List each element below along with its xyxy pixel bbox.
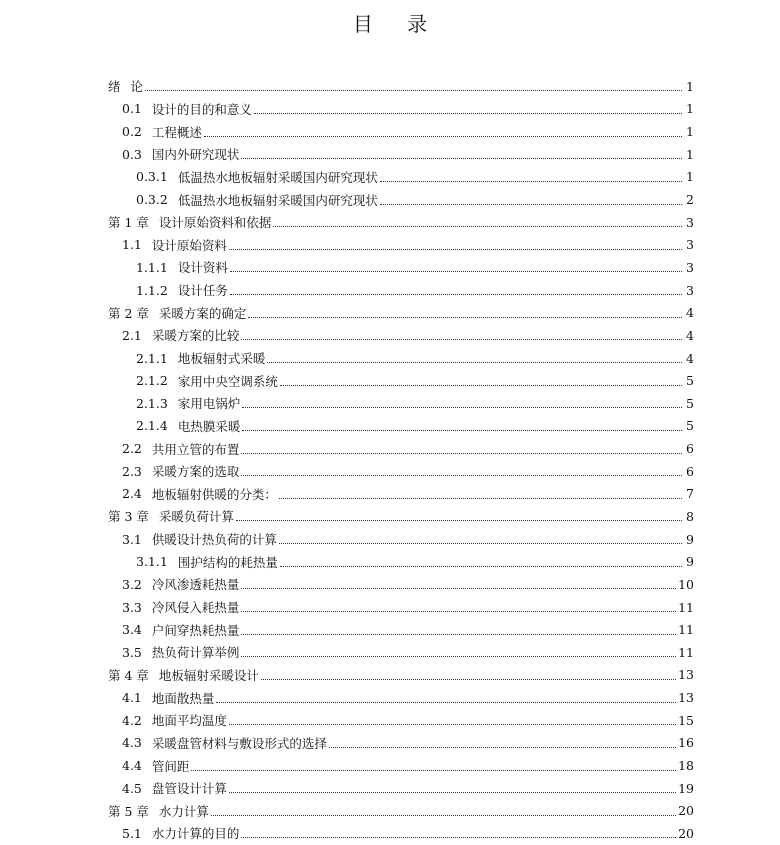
toc-entry-page: 4 — [686, 327, 694, 343]
toc-entry-page: 10 — [678, 576, 694, 592]
toc-entry-number: 1.1 — [122, 237, 142, 253]
toc-entry-page: 2 — [686, 192, 694, 208]
toc-leader-dots — [191, 769, 676, 771]
toc-entry-number: 0.3.2 — [136, 192, 168, 208]
toc-entry-page: 1 — [686, 78, 694, 94]
toc-entry-page: 4 — [686, 350, 694, 366]
toc-entry-number: 0.2 — [122, 124, 142, 140]
toc-entry-label: 地板辐射采暖设计 — [158, 667, 259, 683]
toc-entry-label: 家用中央空调系统 — [177, 373, 278, 389]
toc-leader-dots — [267, 361, 682, 363]
toc-entry-page: 5 — [686, 418, 694, 434]
toc-entry-label: 地板辐射式采暖 — [177, 351, 266, 366]
toc-leader-dots — [236, 519, 682, 521]
table-of-contents — [108, 75, 694, 845]
toc-entry-page: 11 — [678, 644, 694, 660]
toc-entry[interactable] — [108, 369, 694, 392]
toc-leader-dots — [230, 293, 682, 295]
toc-entry-number: 第 5 章 — [108, 803, 149, 819]
toc-entry-number: 第 4 章 — [108, 667, 149, 683]
toc-leader-dots — [279, 497, 682, 499]
toc-entry-label: 工程概述 — [151, 124, 202, 140]
toc-entry-page: 20 — [678, 825, 694, 841]
toc-leader-dots — [248, 316, 682, 318]
toc-entry-page: 1 — [686, 101, 694, 117]
toc-entry-number: 2.1.3 — [136, 395, 168, 411]
toc-entry-page: 9 — [686, 531, 694, 547]
toc-entry[interactable] — [108, 188, 694, 211]
toc-leader-dots — [241, 587, 676, 589]
toc-entry-number: 3.4 — [122, 622, 142, 638]
toc-entry-label: 论 — [130, 79, 144, 95]
toc-entry[interactable] — [108, 822, 694, 845]
toc-entry-label: 家用电锅炉 — [177, 396, 241, 412]
toc-leader-dots — [145, 89, 682, 91]
toc-entry-page: 13 — [678, 690, 694, 706]
toc-entry-page: 8 — [686, 508, 694, 524]
toc-leader-dots — [380, 203, 682, 205]
toc-entry[interactable] — [108, 664, 694, 687]
toc-entry-label: 围护结构的耗热量 — [177, 554, 278, 570]
toc-entry-number: 2.4 — [122, 486, 142, 502]
toc-entry[interactable] — [108, 777, 694, 800]
toc-entry-number: 2.1.1 — [136, 350, 168, 366]
toc-leader-dots — [204, 135, 682, 137]
toc-leader-dots — [241, 452, 682, 454]
toc-entry-label: 水力计算 — [158, 803, 209, 819]
toc-leader-dots — [241, 633, 676, 635]
toc-leader-dots — [380, 180, 682, 182]
toc-entry[interactable] — [108, 143, 694, 166]
toc-entry[interactable] — [108, 301, 694, 324]
toc-leader-dots — [230, 270, 682, 272]
toc-entry-label: 冷风侵入耗热量 — [151, 600, 240, 616]
toc-entry-number: 4.1 — [122, 690, 142, 706]
toc-entry[interactable] — [108, 347, 694, 370]
toc-entry[interactable] — [108, 505, 694, 528]
toc-entry-number: 3.2 — [122, 576, 142, 592]
toc-entry-number: 4.4 — [122, 758, 142, 774]
toc-entry-page: 1 — [686, 124, 694, 140]
toc-entry-page: 13 — [678, 667, 694, 683]
toc-entry-label: 设计资料 — [177, 260, 228, 276]
toc-entry-number: 第 1 章 — [108, 215, 149, 231]
toc-entry-number: 2.2 — [122, 441, 142, 457]
toc-entry-label: 低温热水地板辐射采暖国内研究现状 — [177, 192, 378, 208]
toc-entry[interactable] — [108, 324, 694, 347]
toc-entry-number: 2.1.2 — [136, 373, 168, 389]
toc-entry[interactable] — [108, 460, 694, 483]
toc-entry[interactable] — [108, 279, 694, 302]
toc-entry-number: 第 2 章 — [108, 305, 149, 321]
toc-entry[interactable] — [108, 392, 694, 415]
toc-entry-label: 盘管设计计算 — [151, 781, 227, 797]
toc-entry-number: 4.5 — [122, 780, 142, 796]
toc-leader-dots — [280, 384, 682, 386]
toc-entry-page: 4 — [686, 305, 694, 321]
toc-entry-number: 0.3.1 — [136, 169, 168, 185]
toc-entry-label: 水力计算的目的 — [151, 826, 240, 842]
toc-entry-label: 采暖方案的选取 — [151, 464, 240, 480]
toc-entry[interactable] — [108, 211, 694, 234]
toc-entry[interactable] — [108, 437, 694, 460]
toc-leader-dots — [279, 542, 682, 544]
toc-entry-page: 16 — [678, 735, 694, 751]
toc-entry-label: 采暖负荷计算 — [158, 509, 234, 525]
toc-entry-number: 5.1 — [122, 825, 142, 841]
toc-leader-dots — [241, 157, 682, 159]
toc-entry-label: 管间距 — [151, 758, 190, 774]
toc-entry-number: 4.3 — [122, 735, 142, 751]
toc-entry-number: 1.1.1 — [136, 259, 168, 275]
toc-entry-page: 19 — [678, 780, 694, 796]
toc-entry-page: 7 — [686, 486, 694, 502]
toc-entry-page: 5 — [686, 373, 694, 389]
toc-leader-dots — [280, 565, 682, 567]
toc-entry-number: 3.1.1 — [136, 554, 168, 570]
toc-entry-label: 电热膜采暖 — [177, 418, 241, 434]
toc-leader-dots — [242, 429, 682, 431]
toc-leader-dots — [229, 791, 676, 793]
toc-entry-number: 3.3 — [122, 599, 142, 615]
toc-entry-page: 3 — [686, 282, 694, 298]
toc-entry-label: 国内外研究现状 — [151, 147, 240, 163]
toc-leader-dots — [242, 406, 682, 408]
toc-leader-dots — [241, 836, 676, 838]
toc-entry-label: 设计原始资料 — [151, 237, 227, 253]
toc-leader-dots — [229, 248, 682, 250]
toc-entry[interactable] — [108, 709, 694, 732]
toc-entry[interactable] — [108, 483, 694, 506]
toc-entry-label: 供暖设计热负荷的计算 — [151, 532, 277, 548]
toc-entry-label: 冷风渗透耗热量 — [151, 577, 240, 593]
toc-entry-number: 第 3 章 — [108, 509, 149, 525]
toc-leader-dots — [329, 746, 676, 748]
toc-entry-page: 18 — [678, 758, 694, 774]
toc-entry-label: 共用立管的布置 — [151, 441, 240, 457]
toc-entry[interactable] — [108, 550, 694, 573]
toc-entry[interactable] — [108, 800, 694, 823]
toc-entry-label: 户间穿热耗热量 — [151, 622, 240, 638]
toc-entry[interactable] — [108, 98, 694, 121]
toc-entry-number: 3.5 — [122, 644, 142, 660]
toc-entry[interactable] — [108, 732, 694, 755]
toc-entry-page: 1 — [686, 146, 694, 162]
toc-entry-number: 2.3 — [122, 463, 142, 479]
toc-leader-dots — [261, 678, 676, 680]
toc-entry[interactable] — [108, 596, 694, 619]
toc-entry-label: 采暖方案的比较 — [151, 328, 240, 344]
toc-entry-page: 11 — [678, 622, 694, 638]
toc-leader-dots — [254, 112, 682, 114]
toc-entry-number: 2.1.4 — [136, 418, 168, 434]
toc-entry-label: 地板辐射供暖的分类： — [151, 486, 277, 502]
toc-entry[interactable] — [108, 686, 694, 709]
toc-entry[interactable] — [108, 528, 694, 551]
toc-leader-dots — [241, 338, 682, 340]
toc-entry[interactable] — [108, 641, 694, 664]
toc-entry-page: 15 — [678, 712, 694, 728]
toc-entry-label: 低温热水地板辐射采暖国内研究现状 — [177, 169, 378, 185]
toc-leader-dots — [241, 474, 682, 476]
toc-entry-page: 3 — [686, 259, 694, 275]
toc-entry-number: 1.1.2 — [136, 282, 168, 298]
toc-entry-page: 3 — [686, 237, 694, 253]
toc-entry[interactable] — [108, 166, 694, 189]
toc-entry[interactable] — [108, 120, 694, 143]
toc-leader-dots — [216, 701, 676, 703]
toc-entry[interactable] — [108, 573, 694, 596]
toc-entry[interactable] — [108, 618, 694, 641]
toc-entry-label: 采暖盘管材料与敷设形式的选择 — [151, 735, 327, 751]
toc-entry-label: 设计任务 — [177, 283, 228, 299]
toc-entry-number: 0.1 — [122, 101, 142, 117]
toc-entry[interactable] — [108, 256, 694, 279]
toc-leader-dots — [241, 655, 676, 657]
toc-entry[interactable] — [108, 233, 694, 256]
toc-leader-dots — [229, 723, 676, 725]
toc-entry-number: 4.2 — [122, 712, 142, 728]
toc-entry[interactable] — [108, 754, 694, 777]
toc-entry-label: 采暖方案的确定 — [158, 305, 247, 321]
toc-entry-page: 6 — [686, 441, 694, 457]
toc-entry-label: 设计原始资料和依据 — [158, 215, 272, 231]
toc-entry-page: 6 — [686, 463, 694, 479]
page-title: 目 录 — [352, 12, 442, 36]
toc-leader-dots — [273, 225, 682, 227]
toc-entry[interactable] — [108, 415, 694, 438]
toc-entry-number: 绪 — [108, 79, 121, 95]
toc-entry-label: 地面平均温度 — [151, 713, 227, 729]
toc-entry-label: 热负荷计算举例 — [151, 645, 240, 661]
toc-entry-label: 设计的目的和意义 — [151, 101, 252, 117]
toc-entry-label: 地面散热量 — [151, 690, 215, 706]
toc-entry-page: 3 — [686, 214, 694, 230]
toc-entry-page: 1 — [686, 169, 694, 185]
toc-entry-number: 3.1 — [122, 531, 142, 547]
toc-entry-number: 0.3 — [122, 146, 142, 162]
toc-entry[interactable] — [108, 75, 694, 98]
toc-entry-page: 20 — [678, 803, 694, 819]
toc-leader-dots — [241, 610, 676, 612]
toc-entry-page: 9 — [686, 554, 694, 570]
toc-entry-page: 11 — [678, 599, 694, 615]
toc-entry-page: 5 — [686, 395, 694, 411]
toc-entry-number: 2.1 — [122, 327, 142, 343]
toc-leader-dots — [211, 814, 676, 816]
